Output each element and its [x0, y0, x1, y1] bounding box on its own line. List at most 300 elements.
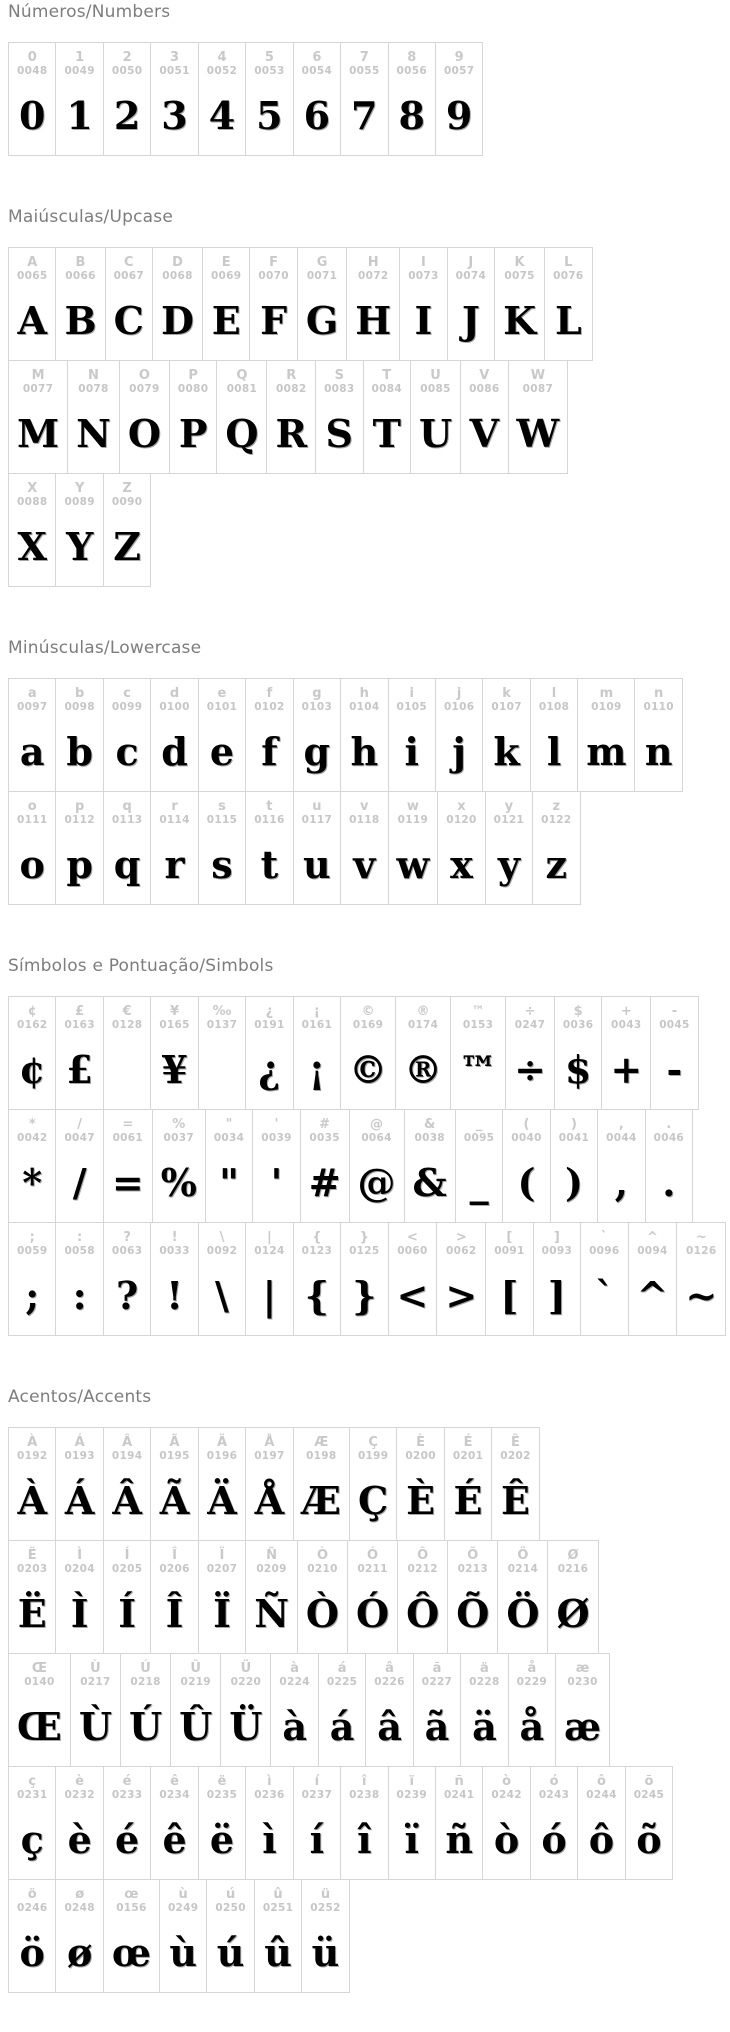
glyph-cell	[294, 792, 341, 904]
cell-code-label: 0117	[301, 814, 333, 826]
cell-character-label: >	[455, 1230, 467, 1245]
cell-code-label: 0051	[159, 65, 190, 77]
cell-character-label: $	[573, 1004, 583, 1019]
glyph-cell	[267, 361, 316, 473]
cell-character-label: V	[479, 368, 490, 383]
cell-character-label: ö	[27, 1887, 37, 1902]
glyph-cell	[341, 1767, 388, 1879]
cell-code-label: 0072	[358, 270, 389, 282]
glyph-cell	[121, 1654, 171, 1766]
cell-character-label: Ñ	[266, 1548, 277, 1563]
cell-code-label: 0105	[396, 701, 427, 713]
cell-character-label: Ë	[27, 1548, 37, 1563]
cell-character-label: ^	[646, 1230, 658, 1245]
cell-glyph: O	[127, 411, 161, 456]
cell-glyph: 3	[161, 93, 188, 138]
cell-code-label: 0086	[469, 383, 500, 395]
cell-glyph: V	[469, 411, 500, 456]
cell-character-label: K	[514, 255, 525, 270]
glyph-cell	[294, 1223, 341, 1335]
glyph-cell	[56, 248, 105, 360]
cell-glyph: Å	[254, 1478, 285, 1523]
cell-character-label: (	[523, 1117, 530, 1132]
cell-code-label: 0070	[258, 270, 289, 282]
glyph-cell	[56, 43, 103, 155]
glyph-cell	[160, 1880, 207, 1992]
glyph-table-row	[8, 1109, 693, 1223]
glyph-cell	[398, 1541, 448, 1653]
cell-code-label: 0063	[111, 1245, 143, 1257]
cell-code-label: 0174	[407, 1019, 439, 1031]
cell-character-label: !	[171, 1230, 178, 1245]
cell-character-label: `	[601, 1230, 608, 1245]
glyph-cell	[151, 679, 198, 791]
cell-glyph: é	[115, 1817, 140, 1862]
glyph-cell	[294, 997, 341, 1109]
cell-code-label: 0045	[659, 1019, 690, 1031]
glyph-cell	[350, 1428, 397, 1540]
cell-character-label: È	[416, 1435, 426, 1450]
cell-glyph: ë	[209, 1817, 235, 1862]
glyph-cell	[104, 997, 151, 1109]
cell-code-label: 0211	[357, 1563, 388, 1575]
cell-character-label: h	[359, 686, 369, 701]
cell-character-label: ™	[471, 1004, 485, 1019]
cell-glyph: s	[211, 842, 233, 887]
cell-code-label: 0114	[159, 814, 190, 826]
glyph-cell	[397, 1428, 444, 1540]
cell-glyph: '	[270, 1160, 283, 1205]
cell-code-label: 0200	[405, 1450, 436, 1462]
cell-character-label: i	[409, 686, 414, 701]
cell-glyph: Ñ	[254, 1591, 289, 1636]
cell-character-label: |	[267, 1230, 272, 1245]
glyph-cell	[151, 1428, 198, 1540]
cell-code-label: 0112	[64, 814, 95, 826]
cell-code-label: 0124	[254, 1245, 285, 1257]
cell-glyph: U	[418, 411, 453, 456]
glyph-cell	[153, 248, 203, 360]
cell-character-label: Û	[190, 1661, 201, 1676]
glyph-cell	[437, 1223, 486, 1335]
cell-code-label: 0066	[65, 270, 96, 282]
cell-code-label: 0214	[507, 1563, 539, 1575]
cell-code-label: 0048	[17, 65, 48, 77]
cell-code-label: 0116	[254, 814, 285, 826]
glyph-cell	[199, 792, 246, 904]
cell-glyph: 4	[208, 93, 236, 138]
glyph-cell	[104, 1110, 153, 1222]
cell-glyph: ¡	[308, 1047, 326, 1092]
cell-character-label: g	[312, 686, 322, 701]
cell-glyph: `	[594, 1273, 614, 1318]
cell-glyph: t	[260, 842, 279, 887]
cell-glyph: x	[450, 842, 473, 887]
cell-code-label: 0047	[64, 1132, 95, 1144]
glyph-cell	[316, 361, 363, 473]
cell-character-label: W	[530, 368, 546, 383]
cell-character-label: d	[169, 686, 180, 701]
cell-code-label: 0128	[111, 1019, 143, 1031]
section-upcase	[8, 207, 722, 586]
cell-glyph: Ô	[406, 1591, 440, 1636]
glyph-cell	[366, 1654, 413, 1766]
cell-character-label: }	[359, 1230, 369, 1245]
cell-character-label: œ	[124, 1887, 139, 1902]
glyph-cell	[56, 1223, 103, 1335]
cell-code-label: 0115	[206, 814, 238, 826]
glyph-cell	[151, 792, 198, 904]
cell-glyph: E	[211, 298, 241, 343]
cell-glyph: *	[22, 1160, 43, 1205]
cell-code-label: 0068	[162, 270, 193, 282]
cell-glyph: 2	[113, 93, 141, 138]
glyph-cell	[448, 1541, 498, 1653]
cell-glyph: q	[113, 842, 141, 887]
cell-glyph: y	[497, 842, 520, 887]
cell-glyph: T	[372, 411, 401, 456]
cell-glyph: Ç	[358, 1478, 389, 1523]
glyph-cell	[301, 1110, 350, 1222]
cell-code-label: 0193	[64, 1450, 95, 1462]
cell-character-label: 5	[264, 50, 274, 65]
glyph-cell	[104, 1767, 151, 1879]
cell-glyph: K	[503, 298, 537, 343]
cell-code-label: 0058	[64, 1245, 95, 1257]
cell-glyph: ã	[424, 1704, 450, 1749]
cell-code-label: 0053	[254, 65, 285, 77]
cell-glyph: =	[111, 1160, 144, 1205]
glyph-cell	[341, 1223, 388, 1335]
cell-code-label: 0156	[116, 1902, 147, 1914]
cell-glyph: ø	[66, 1930, 93, 1975]
glyph-cell	[506, 997, 555, 1109]
cell-character-label: €	[122, 1004, 132, 1019]
cell-glyph: W	[516, 411, 560, 456]
glyph-cell	[492, 1428, 538, 1540]
glyph-cell	[531, 679, 578, 791]
cell-glyph: ¿	[258, 1047, 281, 1092]
glyph-cell	[104, 679, 151, 791]
cell-code-label: 0040	[511, 1132, 542, 1144]
glyph-table-row	[8, 1427, 540, 1541]
cell-glyph: Ø	[556, 1591, 590, 1636]
glyph-cell	[556, 1654, 609, 1766]
glyph-cell	[341, 679, 388, 791]
cell-code-label: 0059	[17, 1245, 48, 1257]
cell-character-label: \	[219, 1230, 225, 1245]
cell-code-label: 0202	[500, 1450, 531, 1462]
cell-character-label: Î	[172, 1548, 177, 1563]
cell-character-label: _	[475, 1117, 483, 1132]
glyph-table-row	[8, 473, 151, 587]
cell-character-label: Ö	[517, 1548, 529, 1563]
cell-character-label: f	[266, 686, 273, 701]
cell-code-label: 0034	[213, 1132, 245, 1144]
cell-character-label: j	[456, 686, 462, 701]
glyph-cell	[448, 248, 495, 360]
cell-code-label: 0067	[113, 270, 144, 282]
cell-code-label: 0044	[606, 1132, 637, 1144]
cell-character-label: ]	[553, 1230, 560, 1245]
glyph-cell	[9, 1110, 56, 1222]
glyph-cell	[120, 361, 170, 473]
cell-glyph: C	[113, 298, 144, 343]
cell-glyph: d	[161, 729, 188, 774]
cell-glyph: û	[264, 1930, 292, 1975]
cell-character-label: Å	[264, 1435, 275, 1450]
cell-character-label: ¥	[170, 1004, 180, 1019]
cell-code-label: 0085	[420, 383, 451, 395]
cell-glyph: ¢	[18, 1047, 46, 1092]
cell-character-label: Ø	[567, 1548, 579, 1563]
cell-code-label: 0237	[301, 1789, 333, 1801]
glyph-cell	[104, 792, 151, 904]
glyph-cell	[9, 1428, 56, 1540]
cell-code-label: 0206	[159, 1563, 190, 1575]
cell-glyph: h	[350, 729, 379, 774]
cell-character-label: 9	[454, 50, 464, 65]
glyph-cell	[531, 1767, 578, 1879]
glyph-cell	[533, 792, 579, 904]
glyph-cell	[104, 1880, 160, 1992]
cell-glyph: œ	[111, 1930, 151, 1975]
cell-code-label: 0081	[226, 383, 258, 395]
cell-character-label: *	[28, 1117, 36, 1132]
cell-glyph: ©	[349, 1047, 388, 1092]
cell-code-label: 0219	[180, 1676, 211, 1688]
cell-glyph: è	[67, 1817, 92, 1862]
cell-character-label: ¿	[265, 1004, 274, 1019]
cell-code-label: 0069	[210, 270, 242, 282]
cell-glyph: ï	[404, 1817, 419, 1862]
glyph-cell	[509, 1654, 556, 1766]
cell-character-label: ¢	[27, 1004, 37, 1019]
cell-glyph: Ú	[129, 1704, 163, 1749]
cell-code-label: 0091	[494, 1245, 525, 1257]
glyph-cell	[271, 1654, 318, 1766]
cell-code-label: 0201	[452, 1450, 484, 1462]
glyph-table-row	[8, 1540, 599, 1654]
cell-glyph: P	[178, 411, 208, 456]
cell-code-label: 0153	[462, 1019, 494, 1031]
cell-glyph: ó	[541, 1817, 567, 1862]
cell-character-label: 7	[359, 50, 369, 65]
glyph-cell	[9, 1541, 56, 1653]
cell-character-label: -	[671, 1004, 678, 1019]
cell-code-label: 0042	[17, 1132, 48, 1144]
cell-code-label: 0140	[24, 1676, 55, 1688]
cell-character-label: X	[27, 481, 38, 496]
cell-glyph: Û	[179, 1704, 213, 1749]
cell-code-label: 0071	[306, 270, 338, 282]
cell-glyph: æ	[564, 1704, 602, 1749]
glyph-cell	[389, 1767, 436, 1879]
cell-glyph: Z	[113, 524, 141, 569]
cell-character-label: Ï	[219, 1548, 225, 1563]
cell-code-label: 0118	[349, 814, 380, 826]
cell-character-label: k	[502, 686, 511, 701]
glyph-cell	[151, 1767, 198, 1879]
glyph-cell	[207, 1880, 254, 1992]
glyph-cell	[396, 997, 451, 1109]
cell-code-label: 0162	[17, 1019, 48, 1031]
glyph-cell	[578, 1767, 625, 1879]
cell-character-label: ;	[29, 1230, 35, 1245]
cell-character-label: :	[77, 1230, 83, 1245]
cell-code-label: 0245	[633, 1789, 665, 1801]
glyph-cell	[341, 792, 388, 904]
cell-character-label: q	[122, 799, 132, 814]
cell-glyph: &	[412, 1160, 447, 1205]
cell-character-label: Y	[74, 481, 85, 496]
cell-glyph: ö	[19, 1930, 45, 1975]
cell-character-label: a	[27, 686, 37, 701]
cell-character-label: #	[319, 1117, 331, 1132]
cell-code-label: 0046	[653, 1132, 685, 1144]
cell-character-label: +	[620, 1004, 632, 1019]
cell-code-label: 0226	[374, 1676, 405, 1688]
cell-character-label: Ú	[140, 1661, 151, 1676]
glyph-cell	[221, 1654, 271, 1766]
glyph-cell	[199, 1767, 246, 1879]
cell-glyph: ò	[493, 1817, 520, 1862]
cell-glyph: Ï	[213, 1591, 231, 1636]
cell-glyph: F	[260, 298, 288, 343]
cell-character-label: á	[337, 1661, 347, 1676]
cell-code-label: 0079	[129, 383, 160, 395]
cell-character-label: b	[75, 686, 85, 701]
cell-glyph: !	[166, 1273, 183, 1318]
cell-glyph: l	[546, 729, 562, 774]
glyph-cell	[509, 361, 568, 473]
cell-code-label: 0217	[80, 1676, 111, 1688]
cell-code-label: 0239	[396, 1789, 427, 1801]
glyph-cell	[246, 43, 293, 155]
cell-glyph: %	[160, 1160, 197, 1205]
glyph-cell	[56, 997, 103, 1109]
cell-glyph: Ó	[356, 1591, 390, 1636]
glyph-cell	[9, 1223, 56, 1335]
glyph-cell	[199, 997, 246, 1109]
cell-character-label: 4	[217, 50, 227, 65]
glyph-cell	[246, 997, 293, 1109]
glyph-cell	[104, 1541, 151, 1653]
cell-code-label: 0197	[254, 1450, 285, 1462]
glyph-table-row	[8, 1879, 350, 1993]
cell-glyph: ¥	[161, 1047, 188, 1092]
cell-code-label: 0073	[408, 270, 439, 282]
cell-code-label: 0084	[371, 383, 402, 395]
cell-code-label: 0043	[611, 1019, 642, 1031]
section-lowercase	[8, 638, 722, 904]
cell-code-label: 0225	[326, 1676, 358, 1688]
cell-code-label: 0192	[17, 1450, 48, 1462]
cell-character-label: E	[221, 255, 231, 270]
glyph-cell	[294, 43, 341, 155]
cell-code-label: 0161	[301, 1019, 333, 1031]
glyph-cell	[581, 1223, 628, 1335]
glyph-cell	[495, 248, 545, 360]
cell-code-label: 0050	[111, 65, 143, 77]
glyph-cell	[438, 792, 485, 904]
glyph-table-row	[8, 1653, 610, 1767]
cell-code-label: 0049	[64, 65, 95, 77]
cell-glyph: á	[329, 1704, 355, 1749]
cell-character-label: c	[123, 686, 131, 701]
glyph-cell	[294, 1428, 350, 1540]
glyph-cell	[246, 679, 293, 791]
cell-code-label: 0234	[159, 1789, 190, 1801]
cell-code-label: 0207	[206, 1563, 238, 1575]
glyph-cell	[364, 361, 411, 473]
cell-code-label: 0106	[443, 701, 475, 713]
glyph-cell	[436, 679, 483, 791]
cell-glyph: "	[219, 1160, 239, 1205]
cell-glyph: à	[282, 1704, 307, 1749]
cell-character-label: ó	[549, 1774, 559, 1789]
cell-character-label: [	[506, 1230, 513, 1245]
cell-character-label: L	[564, 255, 573, 270]
cell-code-label: 0230	[567, 1676, 598, 1688]
cell-character-label: ÷	[524, 1004, 536, 1019]
glyph-cell	[9, 43, 56, 155]
cell-glyph: ê	[162, 1817, 187, 1862]
glyph-cell	[203, 248, 250, 360]
glyph-cell	[104, 474, 150, 586]
cell-code-label: 0080	[177, 383, 209, 395]
cell-character-label: /	[77, 1117, 83, 1132]
cell-glyph: Ã	[159, 1478, 190, 1523]
cell-code-label: 0061	[112, 1132, 144, 1144]
cell-code-label: 0235	[206, 1789, 238, 1801]
section-title: Minúsculas/Lowercase	[8, 638, 202, 658]
cell-code-label: 0052	[206, 65, 238, 77]
cell-glyph: N	[76, 411, 111, 456]
glyph-cell	[246, 1428, 293, 1540]
cell-code-label: 0101	[206, 701, 238, 713]
cell-glyph: ì	[262, 1817, 277, 1862]
glyph-cell	[350, 1110, 405, 1222]
glyph-cell	[106, 248, 153, 360]
cell-glyph: .	[662, 1160, 676, 1205]
cell-code-label: 0078	[78, 383, 109, 395]
glyph-cell	[171, 1654, 221, 1766]
cell-character-label: ú	[225, 1887, 236, 1902]
cell-code-label: 0165	[159, 1019, 190, 1031]
cell-code-label: 0108	[538, 701, 570, 713]
glyph-cell	[246, 1223, 293, 1335]
cell-code-label: 0082	[276, 383, 307, 395]
cell-character-label: î	[362, 1774, 367, 1789]
cell-code-label: 0056	[396, 65, 427, 77]
cell-glyph: õ	[636, 1817, 662, 1862]
cell-glyph: Q	[225, 411, 259, 456]
cell-character-label: Á	[74, 1435, 85, 1450]
cell-code-label: 0195	[159, 1450, 190, 1462]
cell-glyph: w	[396, 842, 430, 887]
cell-glyph: Ì	[70, 1591, 89, 1636]
cell-character-label: M	[31, 368, 45, 383]
cell-code-label: 0199	[357, 1450, 389, 1462]
cell-character-label: s	[218, 799, 226, 814]
cell-glyph: z	[545, 842, 568, 887]
cell-character-label: %	[172, 1117, 186, 1132]
glyph-cell	[414, 1654, 461, 1766]
cell-character-label: ï	[409, 1774, 414, 1789]
glyph-table-row	[8, 1222, 726, 1336]
glyph-cell	[9, 1654, 71, 1766]
